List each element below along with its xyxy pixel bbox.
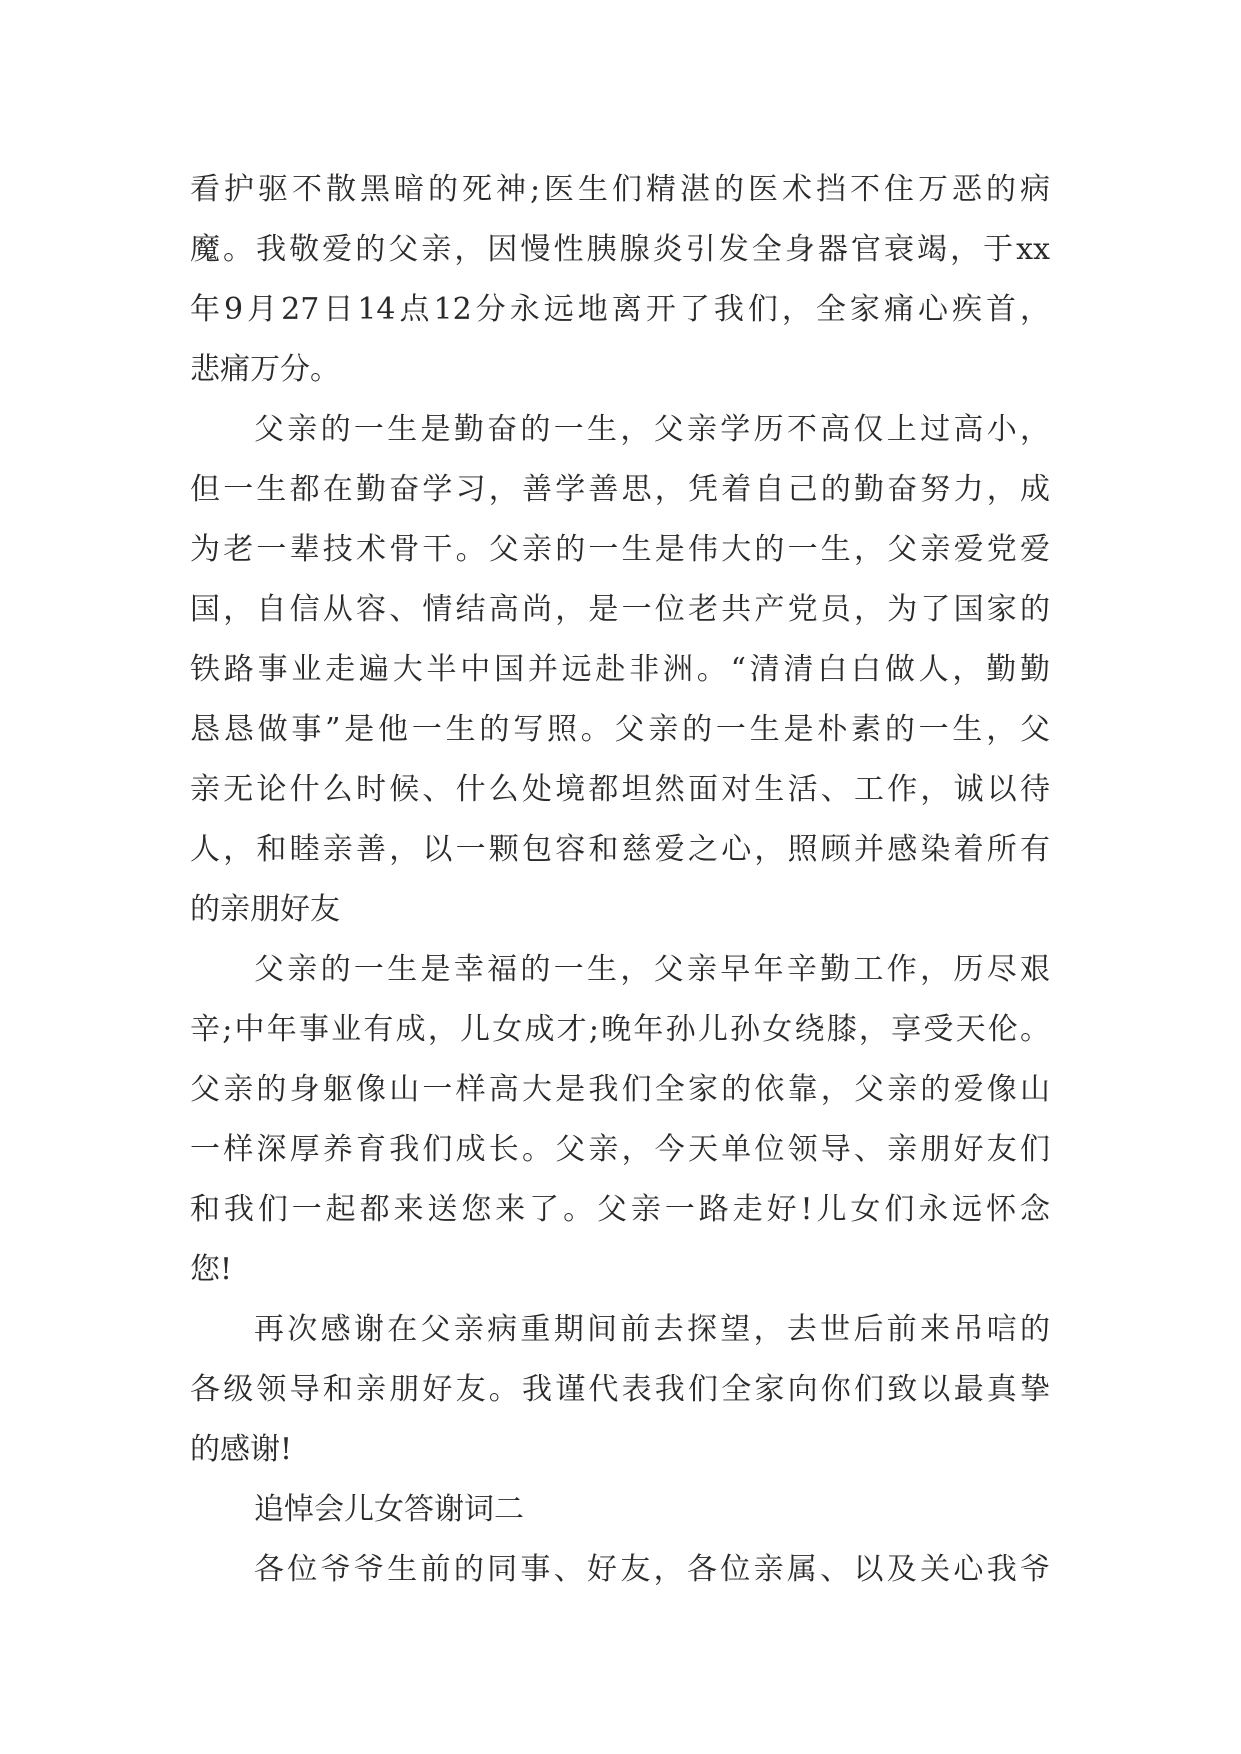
- text-line: 和我们一起都来送您来了。父亲一路走好!儿女们永远怀念: [190, 1192, 1050, 1227]
- text-line: 您!: [190, 1252, 233, 1287]
- text-line: 魔。我敬爱的父亲，因慢性胰腺炎引发全身器官衰竭，于xx: [190, 232, 1050, 267]
- text-line: 年9月27日14点12分永远地离开了我们，全家痛心疾首，: [190, 292, 1050, 327]
- text-line: 悲痛万分。: [190, 352, 340, 387]
- text-line: 为老一辈技术骨干。父亲的一生是伟大的一生，父亲爱党爱: [190, 532, 1050, 567]
- text-line: 国，自信从容、情结高尚，是一位老共产党员，为了国家的: [190, 592, 1050, 627]
- document-body: [190, 160, 1050, 1600]
- text-line: 的亲朋好友: [190, 892, 340, 927]
- text-line: 一样深厚养育我们成长。父亲，今天单位领导、亲朋好友们: [190, 1132, 1050, 1167]
- text-line: 的感谢!: [190, 1432, 293, 1467]
- text-line: 父亲的一生是勤奋的一生，父亲学历不高仅上过高小，: [254, 412, 1050, 447]
- text-line: 各位爷爷生前的同事、好友，各位亲属、以及关心我爷: [254, 1552, 1050, 1587]
- text-line: 人，和睦亲善，以一颗包容和慈爱之心，照顾并感染着所有: [190, 832, 1050, 867]
- text-line: 铁路事业走遍大半中国并远赴非洲。“清清白白做人，勤勤: [190, 652, 1050, 687]
- section-heading: 追悼会儿女答谢词二: [254, 1492, 524, 1527]
- text-line: 亲无论什么时候、什么处境都坦然面对生活、工作，诚以待: [190, 772, 1050, 807]
- text-line: 父亲的一生是幸福的一生，父亲早年辛勤工作，历尽艰: [254, 952, 1050, 987]
- text-line: 恳恳做事”是他一生的写照。父亲的一生是朴素的一生，父: [190, 712, 1050, 747]
- text-line: 看护驱不散黑暗的死神;医生们精湛的医术挡不住万恶的病: [190, 172, 1050, 207]
- text-line: 辛;中年事业有成，儿女成才;晚年孙儿孙女绕膝，享受天伦。: [190, 1012, 1050, 1047]
- text-line: 但一生都在勤奋学习，善学善思，凭着自己的勤奋努力，成: [190, 472, 1050, 507]
- text-line: 父亲的身躯像山一样高大是我们全家的依靠，父亲的爱像山: [190, 1072, 1050, 1107]
- text-line: 各级领导和亲朋好友。我谨代表我们全家向你们致以最真挚: [190, 1372, 1050, 1407]
- text-line: 再次感谢在父亲病重期间前去探望，去世后前来吊唁的: [254, 1312, 1050, 1347]
